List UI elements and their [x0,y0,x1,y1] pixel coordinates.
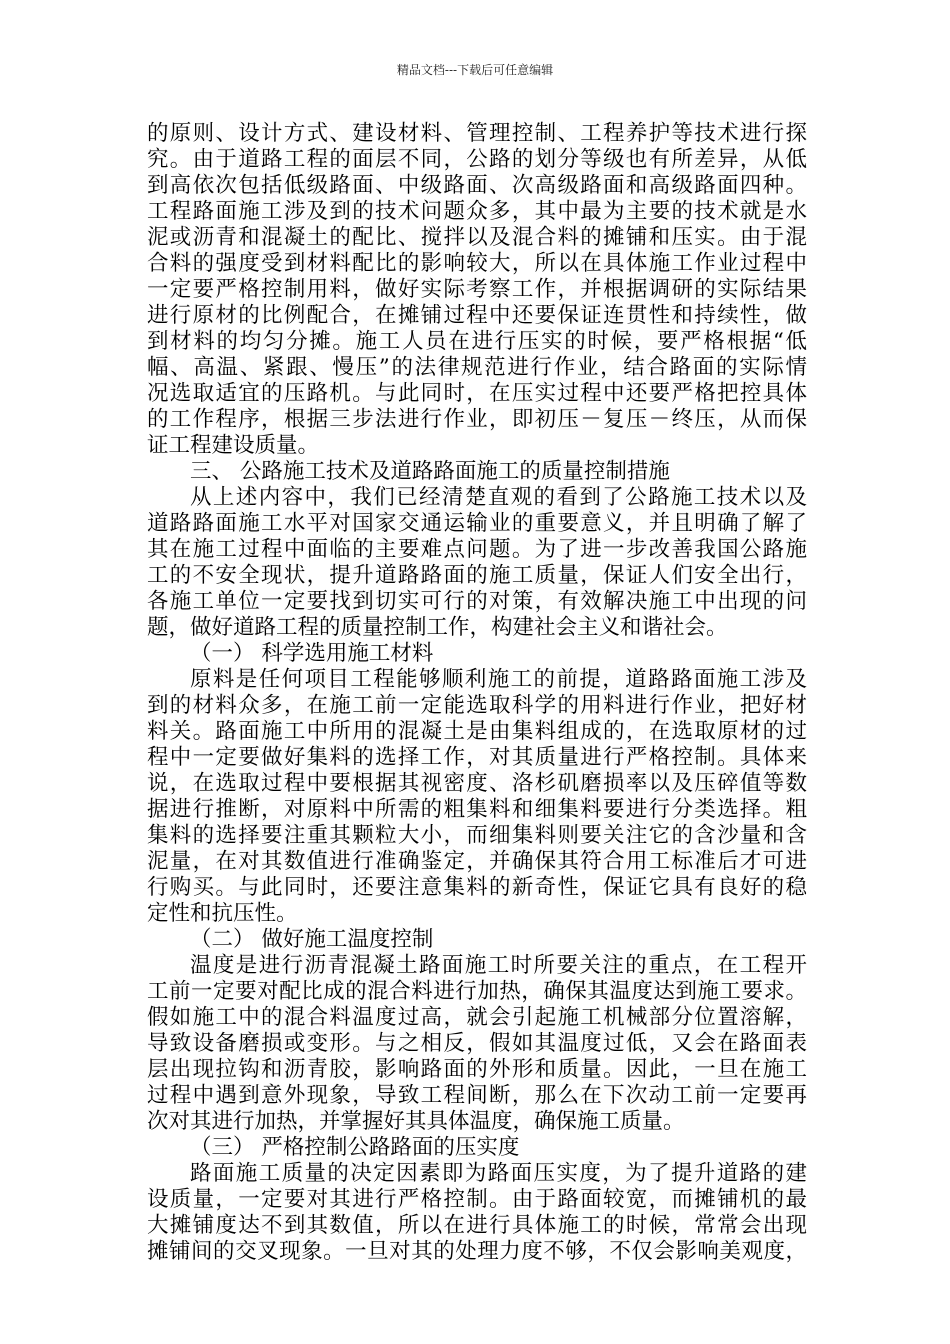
text-line: 大摊铺度达不到其数值，所以在进行具体施工的时候，常常会出现 [147,1213,807,1238]
paragraph-first-line: 原料是任何项目工程能够顺利施工的前提，道路路面施工涉及 [190,667,807,692]
text-line: 过程中遇到意外现象，导致工程间断，那么在下次动工前一定要再 [147,1083,807,1108]
paragraph-first-line: 从上述内容中，我们已经清楚直观的看到了公路施工技术以及 [190,485,807,510]
paragraph-first-line: 路面施工质量的决定因素即为路面压实度，为了提升道路的建 [190,1161,807,1186]
paragraph-first-line: 温度是进行沥青混凝土路面施工时所要关注的重点，在工程开 [190,953,807,978]
text-line: 工前一定要对配比成的混合料进行加热，确保其温度达到施工要求。 [147,979,807,1004]
text-line: 到的材料众多，在施工前一定能选取科学的用料进行作业，把好材 [147,693,807,718]
text-line: 泥量，在对其数值进行准确鉴定，并确保其符合用工标准后才可进 [147,849,807,874]
text-line: 层出现拉钩和沥青胶，影响路面的外形和质量。因此，一旦在施工 [147,1057,807,1082]
text-line: 进行原材的比例配合，在摊铺过程中还要保证连贯性和持续性，做 [147,303,807,328]
text-line: 况选取适宜的压路机。与此同时，在压实过程中还要严格把控具体 [147,381,807,406]
text-line: 设质量，一定要对其进行严格控制。由于路面较宽，而摊铺机的最 [147,1187,807,1212]
text-line: 各施工单位一定要找到切实可行的对策，有效解决施工中出现的问 [147,589,807,614]
page-header: 精品文档---下载后可任意编辑 [396,63,554,77]
text-line: 工的不安全现状，提升道路路面的施工质量，保证人们安全出行， [147,563,807,588]
section-heading: （二） 做好施工温度控制 [190,927,434,952]
document-body [147,121,807,1265]
text-line: 泥或沥青和混凝土的配比、搅拌以及混合料的摊铺和压实。由于混 [147,225,807,250]
text-line: 集料的选择要注重其颗粒大小，而细集料则要关注它的含沙量和含 [147,823,807,848]
paragraph-end-line: 定性和抗压性。 [147,901,298,926]
text-line: 究。由于道路工程的面层不同，公路的划分等级也有所差异，从低 [147,147,807,172]
text-line: 道路路面施工水平对国家交通运输业的重要意义，并且明确了解了 [147,511,807,536]
text-line: 程中一定要做好集料的选择工作，对其质量进行严格控制。具体来 [147,745,807,770]
text-line: 说，在选取过程中要根据其视密度、洛杉矶磨损率以及压碎值等数 [147,771,807,796]
text-line: 导致设备磨损或变形。与之相反，假如其温度过低，又会在路面表 [147,1031,807,1056]
paragraph-end-line: 次对其进行加热，并掌握好其具体温度，确保施工质量。 [147,1109,685,1134]
paragraph-end-line: 题，做好道路工程的质量控制工作，构建社会主义和谐社会。 [147,615,728,640]
text-line: 到高依次包括低级路面、中级路面、次高级路面和高级路面四种。 [147,173,807,198]
text-line: 一定要严格控制用料，做好实际考察工作，并根据调研的实际结果 [147,277,807,302]
text-line: 工程路面施工涉及到的技术问题众多，其中最为主要的技术就是水 [147,199,807,224]
text-line: 的原则、设计方式、建设材料、管理控制、工程养护等技术进行探 [147,121,807,146]
text-line: 到材料的均匀分摊。施工人员在进行压实的时候，要严格根据“低 [147,329,807,354]
section-heading: （一） 科学选用施工材料 [190,641,434,666]
text-line: 幅、高温、紧跟、慢压”的法律规范进行作业，结合路面的实际情 [147,355,807,380]
paragraph-end-line: 证工程建设质量。 [147,433,320,458]
text-line: 料关。路面施工中所用的混凝土是由集料组成的，在选取原材的过 [147,719,807,744]
section-heading: 三、 公路施工技术及道路路面施工的质量控制措施 [190,459,670,484]
text-line: 假如施工中的混合料温度过高，就会引起施工机械部分位置溶解， [147,1005,807,1030]
text-line: 其在施工过程中面临的主要难点问题。为了进一步改善我国公路施 [147,537,807,562]
text-line: 行购买。与此同时，还要注意集料的新奇性，保证它具有良好的稳 [147,875,807,900]
text-line: 合料的强度受到材料配比的影响较大，所以在具体施工作业过程中 [147,251,807,276]
text-line: 据进行推断，对原料中所需的粗集料和细集料要进行分类选择。粗 [147,797,807,822]
section-heading: （三） 严格控制公路路面的压实度 [190,1135,520,1160]
text-line: 摊铺间的交叉现象。一旦对其的处理力度不够，不仅会影响美观度， [147,1239,807,1264]
text-line: 的工作程序，根据三步法进行作业，即初压－复压－终压，从而保 [147,407,807,432]
